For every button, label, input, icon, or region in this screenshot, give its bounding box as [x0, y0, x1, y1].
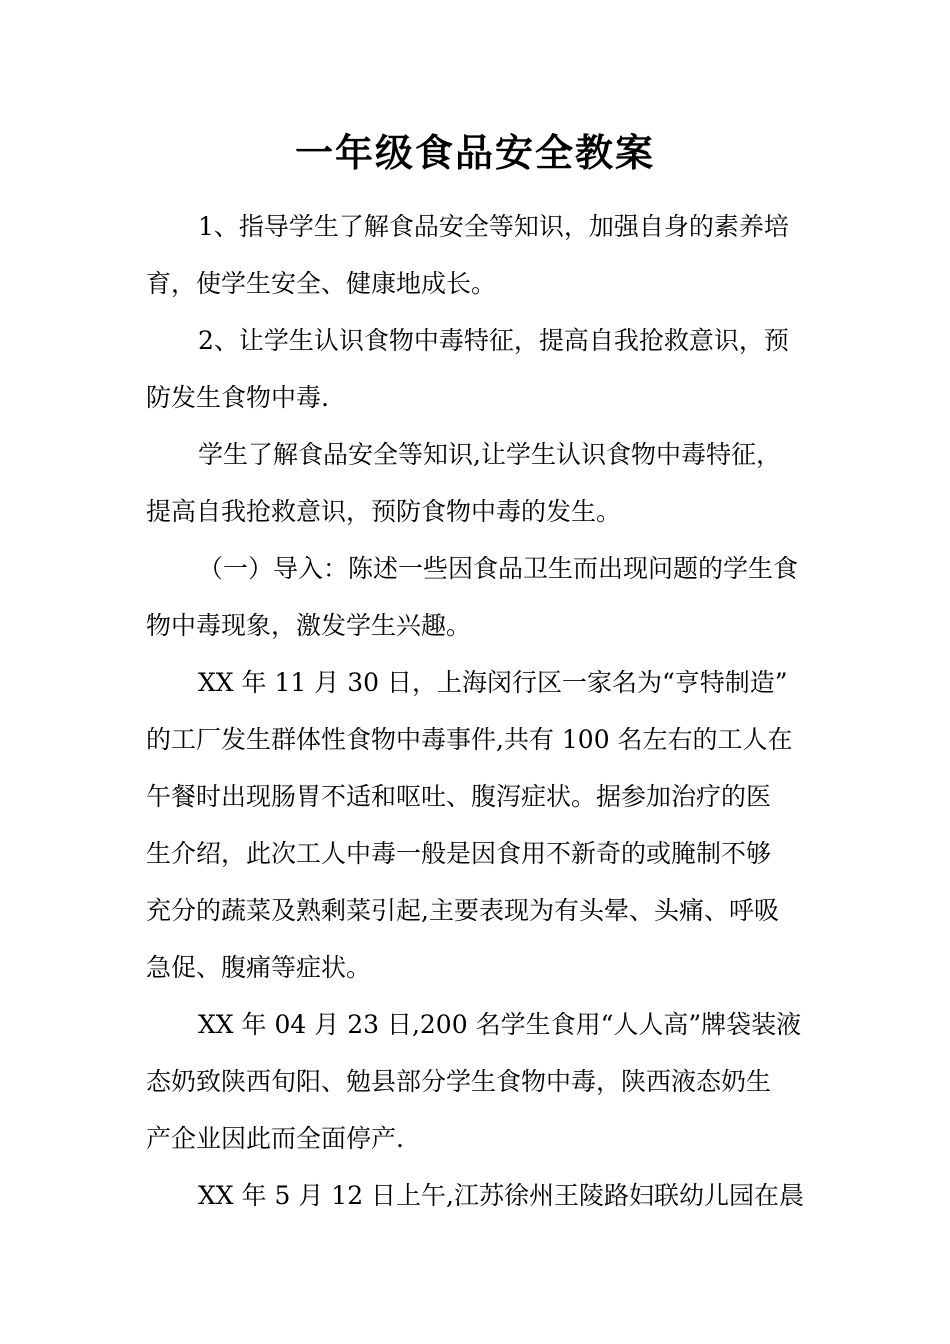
- text-line: 午餐时出现肠胃不适和呕吐、腹泻症状。据参加治疗的医: [146, 782, 772, 811]
- text-line: 态奶致陕西旬阳、勉县部分学生食物中毒，陕西液态奶生: [146, 1067, 772, 1096]
- text-line: 充分的蔬菜及熟剩菜引起,主要表现为有头晕、头痛、呼吸: [146, 896, 779, 925]
- text-line: XX 年 11 月 30 日，上海闵行区一家名为“亨特制造”: [198, 668, 788, 697]
- document-title: 一年级食品安全教案: [294, 131, 655, 175]
- text-line: 物中毒现象，激发学生兴趣。: [146, 611, 472, 640]
- text-line: 生介绍，此次工人中毒一般是因食用不新奇的或腌制不够: [146, 839, 772, 868]
- text-line: 2、让学生认识食物中毒特征，提高自我抢救意识，预: [198, 326, 789, 355]
- text-line: 提高自我抢救意识，预防食物中毒的发生。: [146, 497, 622, 526]
- text-line: 产企业因此而全面停产.: [146, 1124, 404, 1153]
- document-body: [146, 198, 810, 1224]
- text-line: 1、指导学生了解食品安全等知识，加强自身的素养培: [198, 212, 789, 241]
- text-line: 防发生食物中毒.: [146, 383, 329, 412]
- text-line: （一）导入：陈述一些因食品卫生而出现问题的学生食: [198, 554, 799, 583]
- text-line: XX 年 04 月 23 日,200 名学生食用“人人高”牌袋装液: [198, 1010, 802, 1039]
- text-line: 的工厂发生群体性食物中毒事件,共有 100 名左右的工人在: [146, 725, 793, 754]
- text-line: 急促、腹痛等症状。: [146, 953, 372, 982]
- text-line: XX 年 5 月 12 日上午,江苏徐州王陵路妇联幼儿园在晨: [198, 1181, 804, 1210]
- text-line: 学生了解食品安全等知识,让学生认识食物中毒特征，: [198, 440, 781, 469]
- text-line: 育，使学生安全、健康地成长。: [146, 269, 497, 298]
